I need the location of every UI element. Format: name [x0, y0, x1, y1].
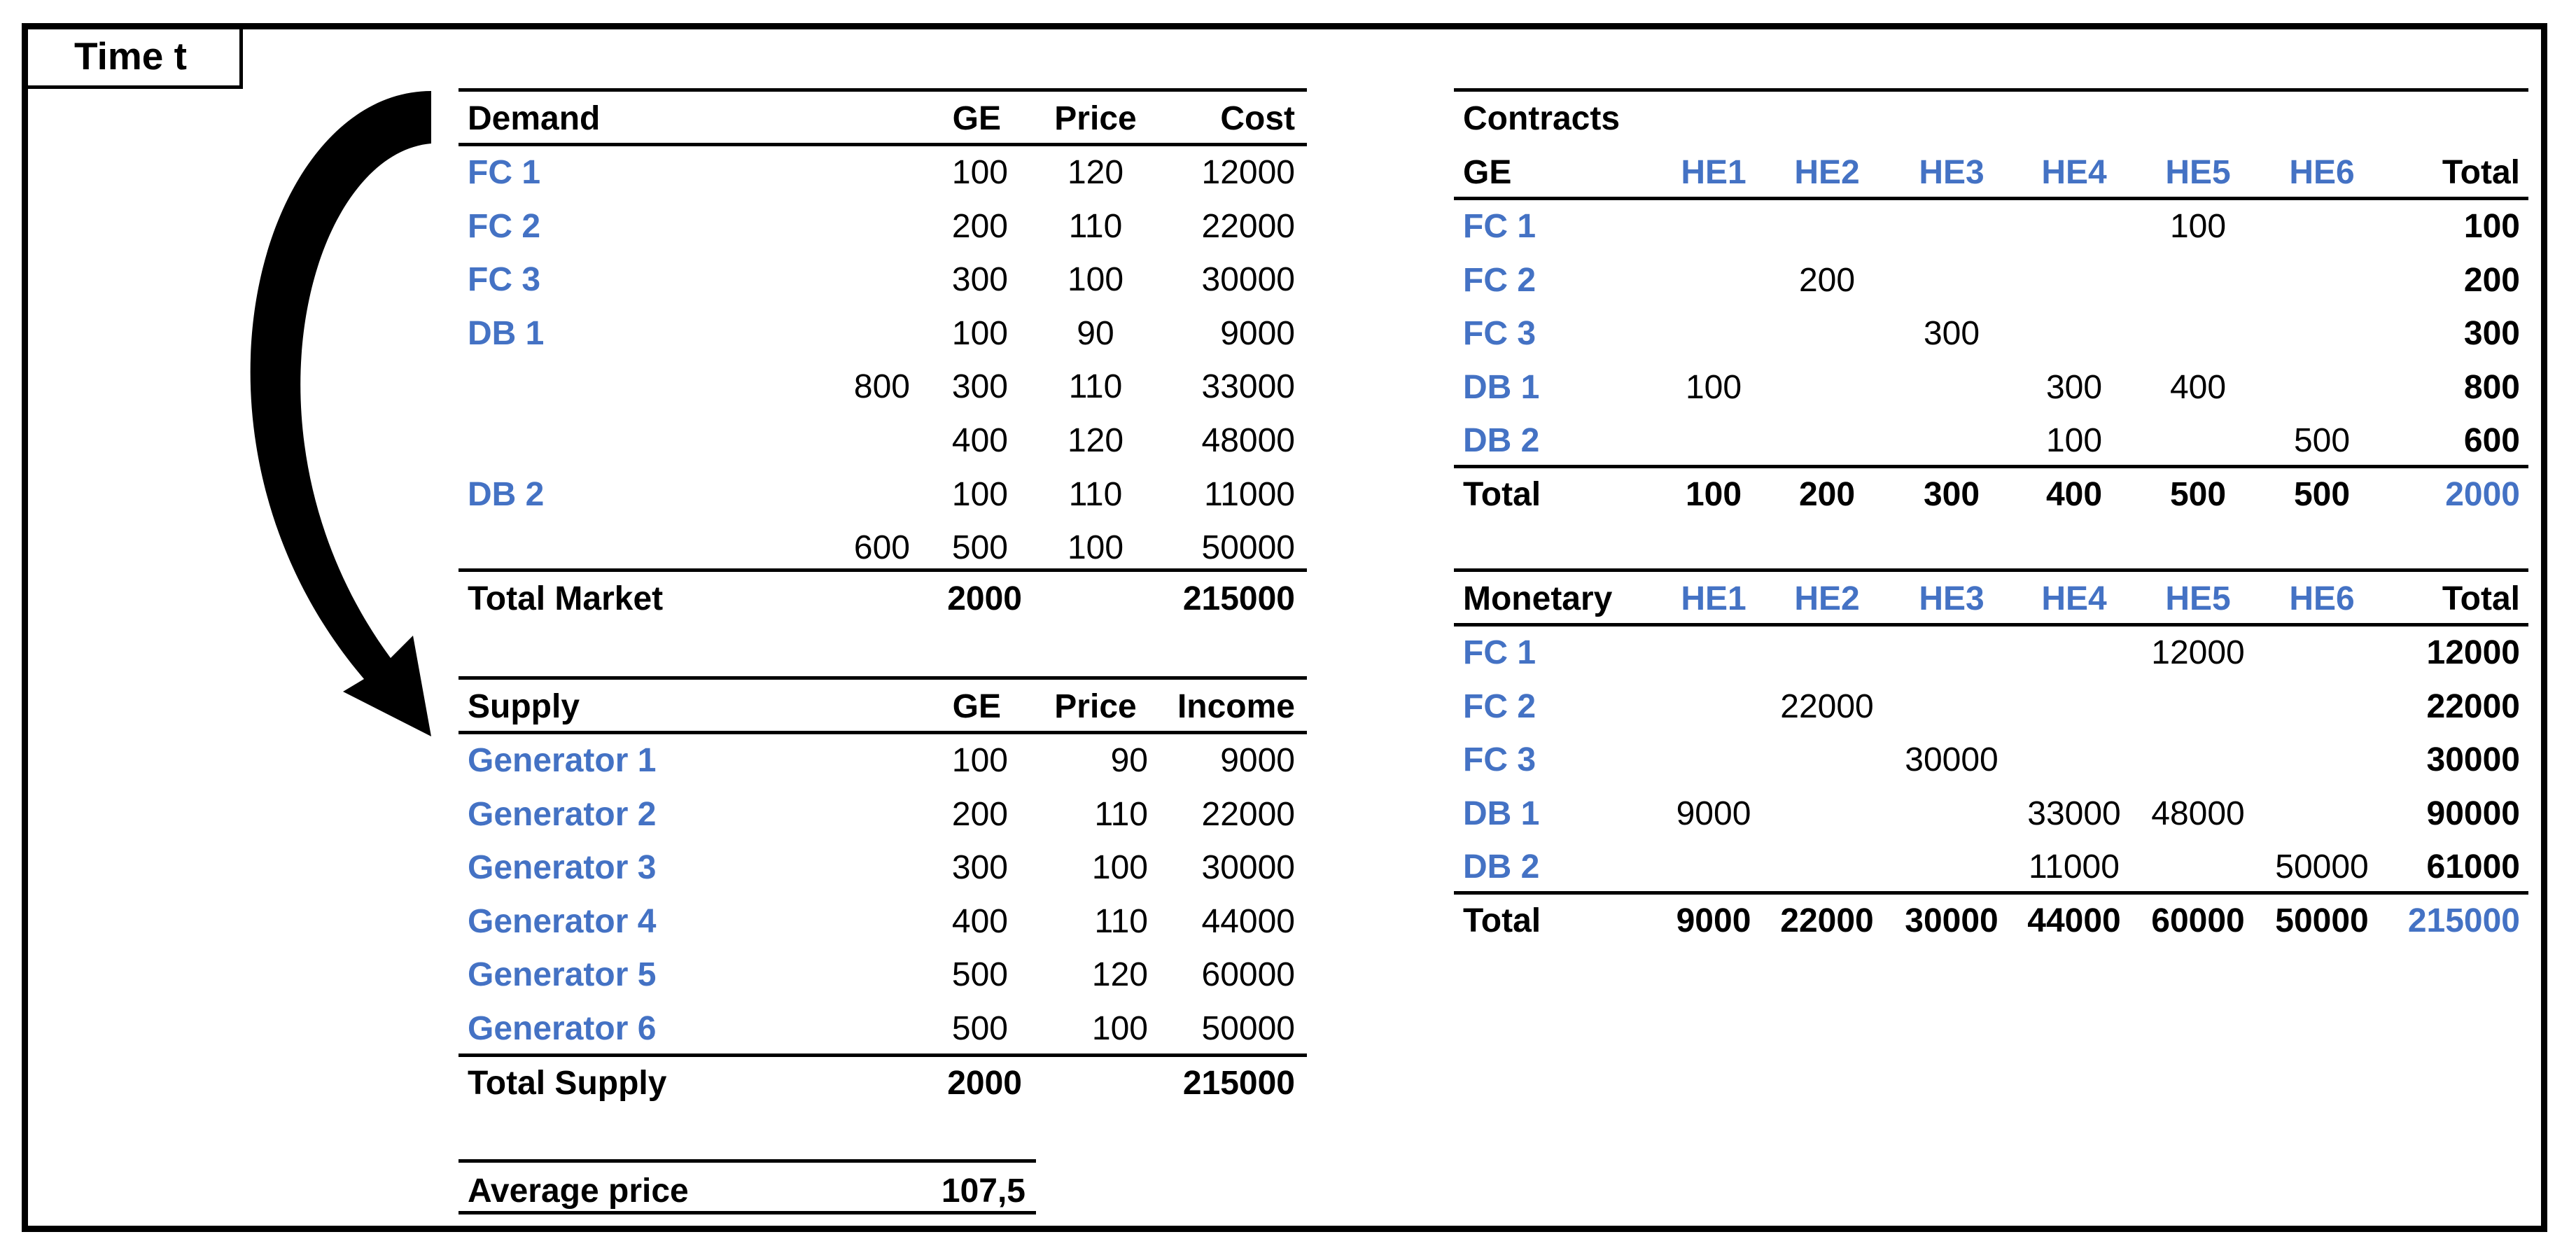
monetary-row-cell — [2135, 846, 2261, 888]
supply-header-income: Income — [1177, 688, 1295, 725]
contracts-row-cell — [2011, 313, 2137, 355]
average-bottom-rule — [458, 1211, 1036, 1214]
monetary-row-cell: 9000 — [1676, 794, 1751, 832]
monetary-row-cell — [1764, 793, 1890, 835]
time-label: Time t — [22, 23, 243, 89]
demand-row-cost: 33000 — [1201, 368, 1295, 406]
monetary-totals-cell: 60000 — [2151, 902, 2245, 939]
supply-row-label: Generator 3 — [468, 849, 657, 887]
contracts-row-label: DB 2 — [1463, 422, 1540, 460]
demand-row-price: 110 — [1068, 207, 1123, 245]
monetary-row-cell — [1889, 846, 2015, 888]
monetary-header-col: HE6 — [2289, 580, 2355, 617]
demand-total-ge: 2000 — [947, 580, 1022, 617]
demand-row-label — [468, 366, 748, 408]
contracts-totals-cell: 200 — [1798, 476, 1856, 513]
monetary-row-cell: 50000 — [2275, 848, 2369, 886]
supply-row-ge: 400 — [951, 902, 1008, 940]
monetary-row-cell — [1764, 846, 1890, 888]
contracts-row-cell — [1651, 420, 1777, 462]
supply-row-label: Generator 6 — [468, 1010, 657, 1047]
supply-row-price: 120 — [1091, 956, 1148, 994]
supply-row-ge: 500 — [951, 956, 1008, 994]
contracts-title: Contracts — [1463, 100, 1620, 137]
monetary-row-cell — [2011, 686, 2137, 728]
supply-row-income: 44000 — [1201, 902, 1295, 940]
monetary-row-label: FC 2 — [1463, 687, 1536, 725]
contracts-header-label: GE — [1463, 154, 1512, 191]
demand-row-subtotal — [770, 313, 910, 355]
monetary-header-total: Total — [2442, 580, 2520, 617]
monetary-row-label: FC 3 — [1463, 741, 1536, 779]
contracts-row-cell — [1651, 206, 1777, 248]
monetary-row-total: 61000 — [2426, 848, 2520, 886]
supply-row-price: 100 — [1091, 1010, 1148, 1047]
contracts-row-label: FC 1 — [1463, 208, 1536, 245]
contracts-header-col: HE2 — [1794, 154, 1860, 191]
contracts-row-total: 600 — [2463, 422, 2520, 460]
demand-row-subtotal — [770, 420, 910, 462]
supply-row-price: 110 — [1094, 795, 1148, 833]
demand-row-ge: 500 — [951, 529, 1008, 567]
monetary-header-col: HE2 — [1794, 580, 1860, 617]
demand-row-cost: 22000 — [1201, 207, 1295, 245]
demand-row-cost: 9000 — [1220, 314, 1295, 352]
supply-top-rule — [458, 676, 1307, 680]
monetary-totals-cell: 50000 — [2275, 902, 2369, 939]
monetary-row-cell — [1651, 739, 1777, 781]
contracts-row-total: 800 — [2463, 368, 2520, 406]
supply-row-income: 22000 — [1201, 795, 1295, 833]
demand-row-subtotal — [770, 206, 910, 248]
demand-row-subtotal: 800 — [853, 368, 910, 406]
monetary-row-cell — [1764, 632, 1890, 674]
demand-row-price: 120 — [1067, 422, 1124, 459]
demand-header-price: Price — [1054, 100, 1137, 137]
demand-total-rule — [458, 568, 1307, 572]
demand-row-label: DB 1 — [468, 314, 545, 352]
supply-row-income: 60000 — [1201, 956, 1295, 994]
demand-row-ge: 300 — [951, 261, 1008, 299]
average-price-label: Average price — [468, 1172, 689, 1210]
contracts-row-cell — [1764, 206, 1890, 248]
monetary-row-total: 22000 — [2426, 687, 2520, 725]
supply-row-ge: 500 — [951, 1010, 1008, 1047]
supply-row-label: Generator 2 — [468, 795, 657, 833]
contracts-totals-cell: 500 — [2169, 476, 2227, 513]
supply-row-income: 50000 — [1201, 1010, 1295, 1047]
contracts-total-rule — [1454, 465, 2528, 468]
monetary-row-cell — [2135, 686, 2261, 728]
monetary-row-cell — [1764, 739, 1890, 781]
monetary-grand-total: 215000 — [2407, 902, 2520, 939]
supply-row-ge: 200 — [951, 795, 1008, 833]
monetary-row-total: 30000 — [2426, 741, 2520, 779]
supply-header-label: Supply — [468, 688, 580, 725]
supply-header-ge: GE — [952, 688, 1001, 725]
contracts-row-cell — [1651, 260, 1777, 302]
monetary-row-cell — [1889, 686, 2015, 728]
contracts-header-col: HE3 — [1919, 154, 1984, 191]
demand-row-ge: 200 — [951, 207, 1008, 245]
demand-row-label: DB 2 — [468, 475, 545, 513]
demand-row-subtotal: 600 — [853, 529, 910, 567]
demand-row-label: FC 3 — [468, 261, 541, 299]
contracts-grand-total: 2000 — [2445, 476, 2520, 513]
monetary-row-cell: 22000 — [1780, 687, 1874, 725]
monetary-totals-cell: 9000 — [1676, 902, 1751, 939]
contracts-row-cell — [1889, 206, 2015, 248]
contracts-header-col: HE5 — [2165, 154, 2231, 191]
contracts-row-total: 300 — [2463, 315, 2520, 353]
contracts-row-cell — [1764, 367, 1890, 409]
demand-row-ge: 400 — [951, 422, 1008, 459]
supply-row-price: 90 — [1110, 742, 1148, 779]
demand-row-price: 110 — [1068, 368, 1123, 406]
demand-total-cost: 215000 — [1182, 580, 1295, 617]
monetary-row-cell — [1651, 632, 1777, 674]
demand-row-label — [468, 420, 748, 462]
contracts-totals-cell: 500 — [2293, 476, 2351, 513]
supply-header-price: Price — [1054, 688, 1137, 725]
monetary-row-cell — [1889, 632, 2015, 674]
contracts-row-label: FC 3 — [1463, 315, 1536, 353]
supply-row-label: Generator 4 — [468, 902, 657, 940]
contracts-row-cell: 100 — [2169, 208, 2227, 245]
demand-row-cost: 50000 — [1201, 529, 1295, 567]
demand-row-ge: 100 — [951, 154, 1008, 191]
contracts-totals-cell: 100 — [1685, 476, 1742, 513]
demand-row-ge: 100 — [951, 314, 1008, 352]
monetary-header-col: HE1 — [1681, 580, 1746, 617]
supply-row-price: 110 — [1094, 902, 1148, 940]
demand-row-ge: 100 — [951, 475, 1008, 513]
contracts-row-cell: 300 — [2045, 368, 2103, 406]
monetary-header-col: HE5 — [2165, 580, 2231, 617]
monetary-header-label: Monetary — [1463, 580, 1613, 617]
demand-header-ge: GE — [952, 100, 1001, 137]
monetary-row-cell — [2135, 739, 2261, 781]
demand-row-cost: 12000 — [1201, 154, 1295, 191]
contracts-row-cell — [1764, 420, 1890, 462]
monetary-row-total: 90000 — [2426, 794, 2520, 832]
contracts-row-cell — [1764, 313, 1890, 355]
demand-row-cost: 11000 — [1204, 475, 1295, 513]
contracts-header-col: HE4 — [2041, 154, 2107, 191]
contracts-row-cell — [1889, 367, 2015, 409]
supply-row-ge: 300 — [951, 849, 1008, 887]
monetary-row-cell: 33000 — [2027, 794, 2121, 832]
demand-row-price: 90 — [1077, 314, 1114, 352]
contracts-header-col: HE1 — [1681, 154, 1746, 191]
contracts-row-cell: 300 — [1923, 315, 1980, 353]
contracts-row-label: DB 1 — [1463, 368, 1540, 406]
contracts-row-cell — [1889, 260, 2015, 302]
supply-row-income: 9000 — [1220, 742, 1295, 779]
monetary-row-cell: 30000 — [1905, 741, 1998, 779]
supply-header-rule — [458, 731, 1307, 734]
demand-row-subtotal — [770, 152, 910, 194]
demand-header-cost: Cost — [1220, 100, 1295, 137]
supply-row-label: Generator 1 — [468, 742, 657, 779]
contracts-row-cell — [2011, 260, 2137, 302]
curved-arrow-icon — [203, 77, 455, 770]
demand-row-subtotal — [770, 474, 910, 516]
contracts-header-rule — [1454, 197, 2528, 200]
contracts-row-label: FC 2 — [1463, 261, 1536, 299]
contracts-totals-cell: 400 — [2045, 476, 2103, 513]
monetary-row-label: DB 2 — [1463, 848, 1540, 886]
contracts-totals-cell: 300 — [1923, 476, 1980, 513]
monetary-row-cell: 11000 — [2029, 848, 2120, 886]
supply-total-ge: 2000 — [947, 1065, 1022, 1102]
monetary-row-cell — [1651, 846, 1777, 888]
contracts-header-total: Total — [2442, 154, 2520, 191]
demand-row-price: 100 — [1067, 529, 1124, 567]
supply-total-rule — [458, 1054, 1307, 1057]
contracts-row-total: 200 — [2463, 261, 2520, 299]
demand-header-label: Demand — [468, 100, 601, 137]
contracts-row-cell: 100 — [2045, 422, 2103, 460]
contracts-header-col: HE6 — [2289, 154, 2355, 191]
demand-row-ge: 300 — [951, 368, 1008, 406]
monetary-totals-label: Total — [1463, 902, 1541, 939]
contracts-row-cell — [2011, 206, 2137, 248]
demand-row-label: FC 1 — [468, 154, 541, 191]
demand-row-cost: 48000 — [1201, 422, 1295, 459]
demand-top-rule — [458, 88, 1307, 92]
supply-total-label: Total Supply — [468, 1065, 667, 1102]
monetary-row-cell: 12000 — [2151, 634, 2245, 671]
monetary-row-cell — [1651, 686, 1777, 728]
monetary-totals-cell: 22000 — [1780, 902, 1874, 939]
monetary-header-col: HE4 — [2041, 580, 2107, 617]
demand-row-price: 110 — [1068, 475, 1123, 513]
contracts-top-rule — [1454, 88, 2528, 92]
monetary-header-col: HE3 — [1919, 580, 1984, 617]
demand-row-cost: 30000 — [1201, 261, 1295, 299]
supply-row-label: Generator 5 — [468, 956, 657, 994]
monetary-row-total: 12000 — [2426, 634, 2520, 671]
contracts-row-cell: 500 — [2293, 422, 2351, 460]
monetary-row-cell — [1889, 793, 2015, 835]
average-top-rule — [458, 1159, 1036, 1163]
contracts-totals-label: Total — [1463, 476, 1541, 513]
contracts-row-cell: 200 — [1798, 261, 1856, 299]
contracts-row-cell — [1651, 313, 1777, 355]
monetary-row-cell — [2011, 739, 2137, 781]
demand-row-subtotal — [770, 259, 910, 301]
contracts-row-cell — [1889, 420, 2015, 462]
supply-row-income: 30000 — [1201, 849, 1295, 887]
demand-row-label: FC 2 — [468, 207, 541, 245]
monetary-header-rule — [1454, 623, 2528, 626]
monetary-totals-cell: 30000 — [1905, 902, 1998, 939]
contracts-row-cell: 100 — [1685, 368, 1742, 406]
monetary-row-label: FC 1 — [1463, 634, 1536, 671]
demand-row-label — [468, 527, 748, 569]
monetary-row-cell: 48000 — [2151, 794, 2245, 832]
monetary-totals-cell: 44000 — [2027, 902, 2121, 939]
supply-total-income: 215000 — [1182, 1065, 1295, 1102]
average-price-value: 107,5 — [941, 1172, 1026, 1210]
monetary-top-rule — [1454, 568, 2528, 572]
monetary-row-label: DB 1 — [1463, 794, 1540, 832]
demand-row-price: 100 — [1067, 261, 1124, 299]
contracts-row-cell — [2135, 313, 2261, 355]
demand-header-rule — [458, 143, 1307, 146]
demand-row-price: 120 — [1067, 154, 1124, 191]
monetary-total-rule — [1454, 891, 2528, 895]
contracts-row-cell: 400 — [2169, 368, 2227, 406]
monetary-row-cell — [2011, 632, 2137, 674]
demand-total-label: Total Market — [468, 580, 664, 617]
supply-row-ge: 100 — [951, 742, 1008, 779]
contracts-row-total: 100 — [2463, 208, 2520, 245]
contracts-row-cell — [2135, 260, 2261, 302]
contracts-row-cell — [2135, 420, 2261, 462]
supply-row-price: 100 — [1091, 849, 1148, 887]
